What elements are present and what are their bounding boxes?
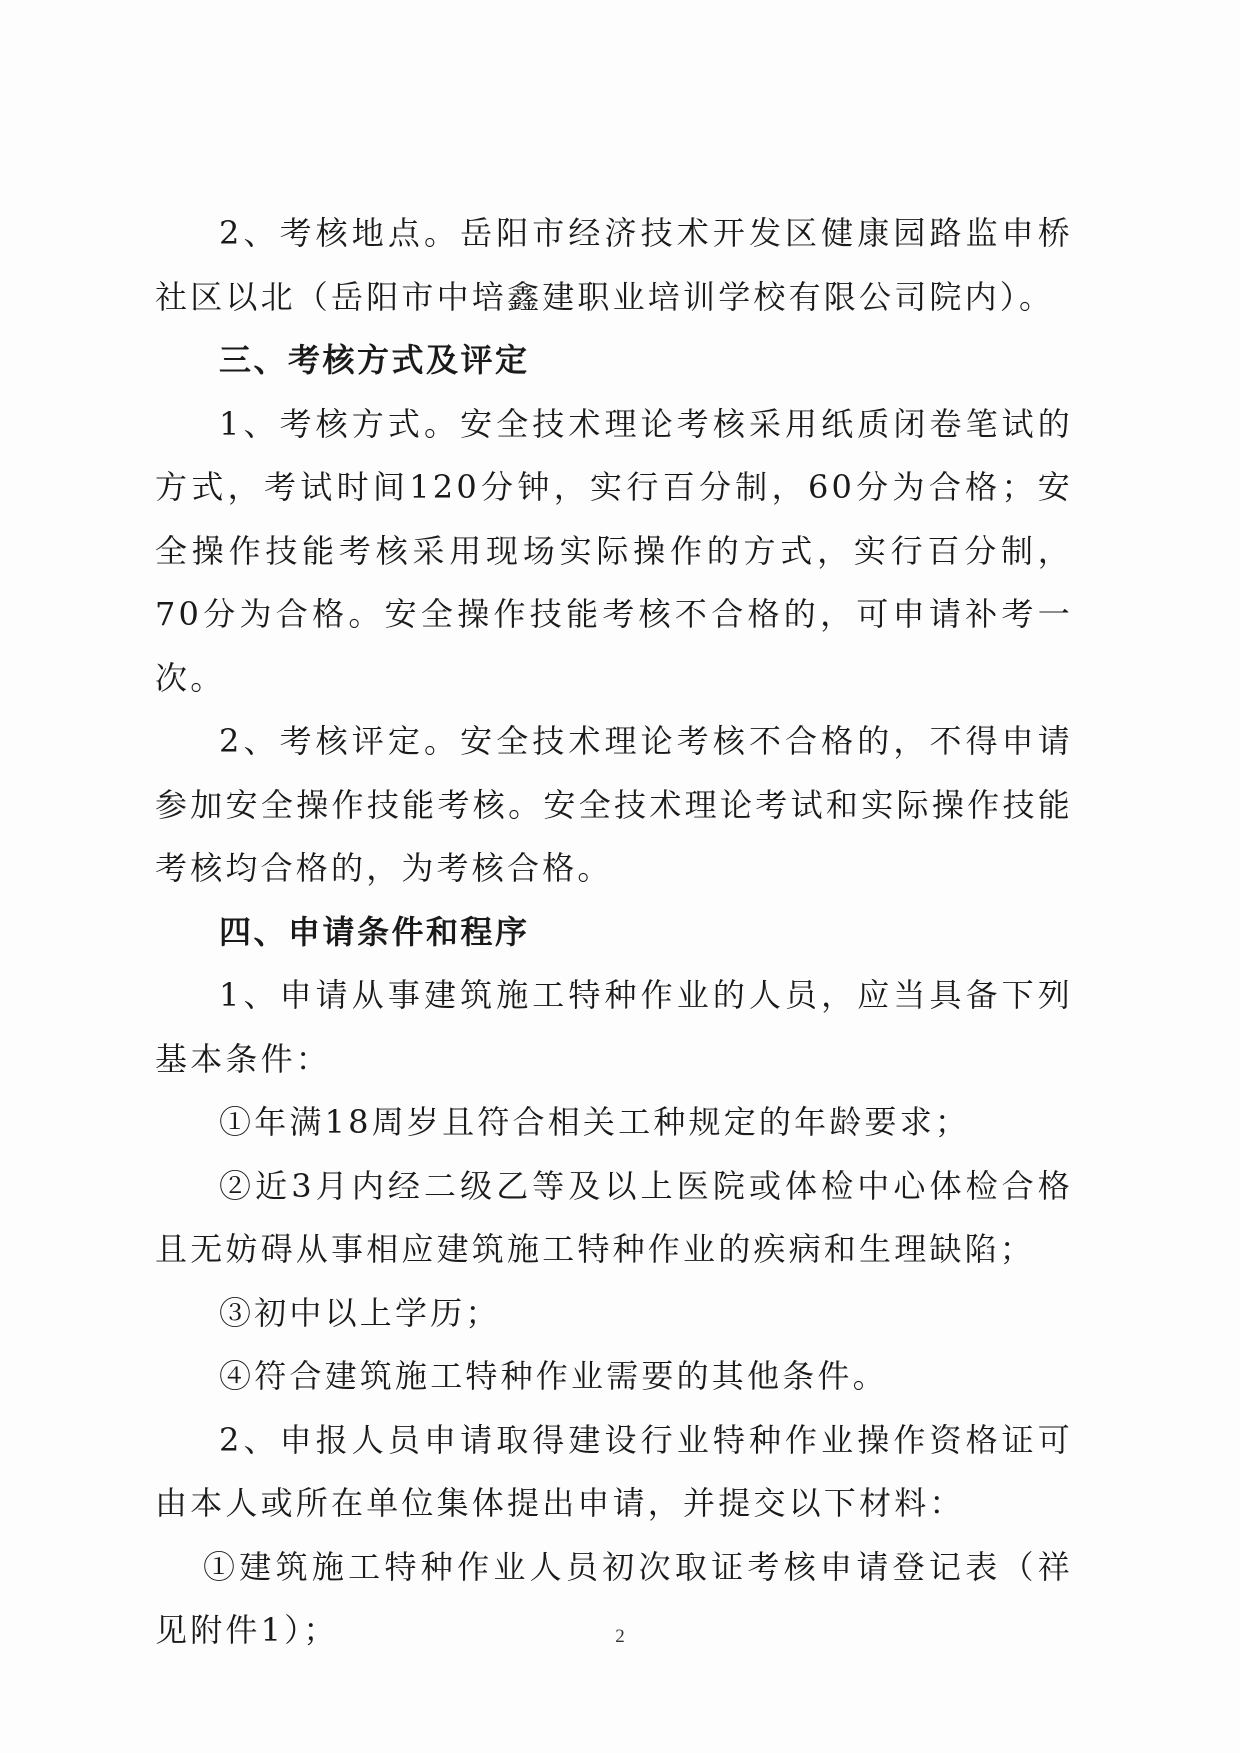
list-item-material-registration-form: ①建筑施工特种作业人员初次取证考核申请登记表（祥见附件1）； (155, 1547, 1073, 1649)
list-item-condition-education: ③初中以上学历； (219, 1293, 501, 1332)
list-item-condition-other: ④符合建筑施工特种作业需要的其他条件。 (219, 1357, 888, 1395)
paragraph-assessment-method: 1、考核方式。安全技术理论考核采用纸质闭卷笔试的方式，考试时间120分钟，实行百分制，60分为合格；安全操作技能考核采用现场实际操作的方式，实行百分制，70分为合格。安全操作技能考核不合格的，可申请补考一次。 (155, 404, 1073, 697)
paragraph-exam-location: 2、考核地点。岳阳市经济技术开发区健康园路监申桥社区以北（岳阳市中培鑫建职业培训学校有限公司院内）。 (155, 214, 1073, 316)
paragraph-assessment-evaluation: 2、考核评定。安全技术理论考核不合格的，不得申请参加安全操作技能考核。安全技术理论考试和实际操作技能考核均合格的，为考核合格。 (155, 722, 1073, 887)
document-body (155, 202, 1073, 1663)
section-heading-application: 四、申请条件和程序 (219, 912, 530, 951)
section-heading-assessment-method: 三、考核方式及评定 (219, 341, 530, 379)
paragraph-application-materials: 2、申报人员申请取得建设行业特种作业操作资格证可由本人或所在单位集体提出申请，并提交以下材料： (155, 1420, 1073, 1522)
list-item-condition-health: ②近3月内经二级乙等及以上医院或体检中心体检合格且无妨碍从事相应建筑施工特种作业的疾病和生理缺陷； (155, 1166, 1073, 1268)
page-number: 2 (615, 1626, 625, 1647)
paragraph-basic-conditions: 1、申请从事建筑施工特种作业的人员，应当具备下列基本条件： (155, 976, 1073, 1078)
list-item-condition-age: ①年满18周岁且符合相关工种规定的年龄要求； (219, 1103, 971, 1141)
